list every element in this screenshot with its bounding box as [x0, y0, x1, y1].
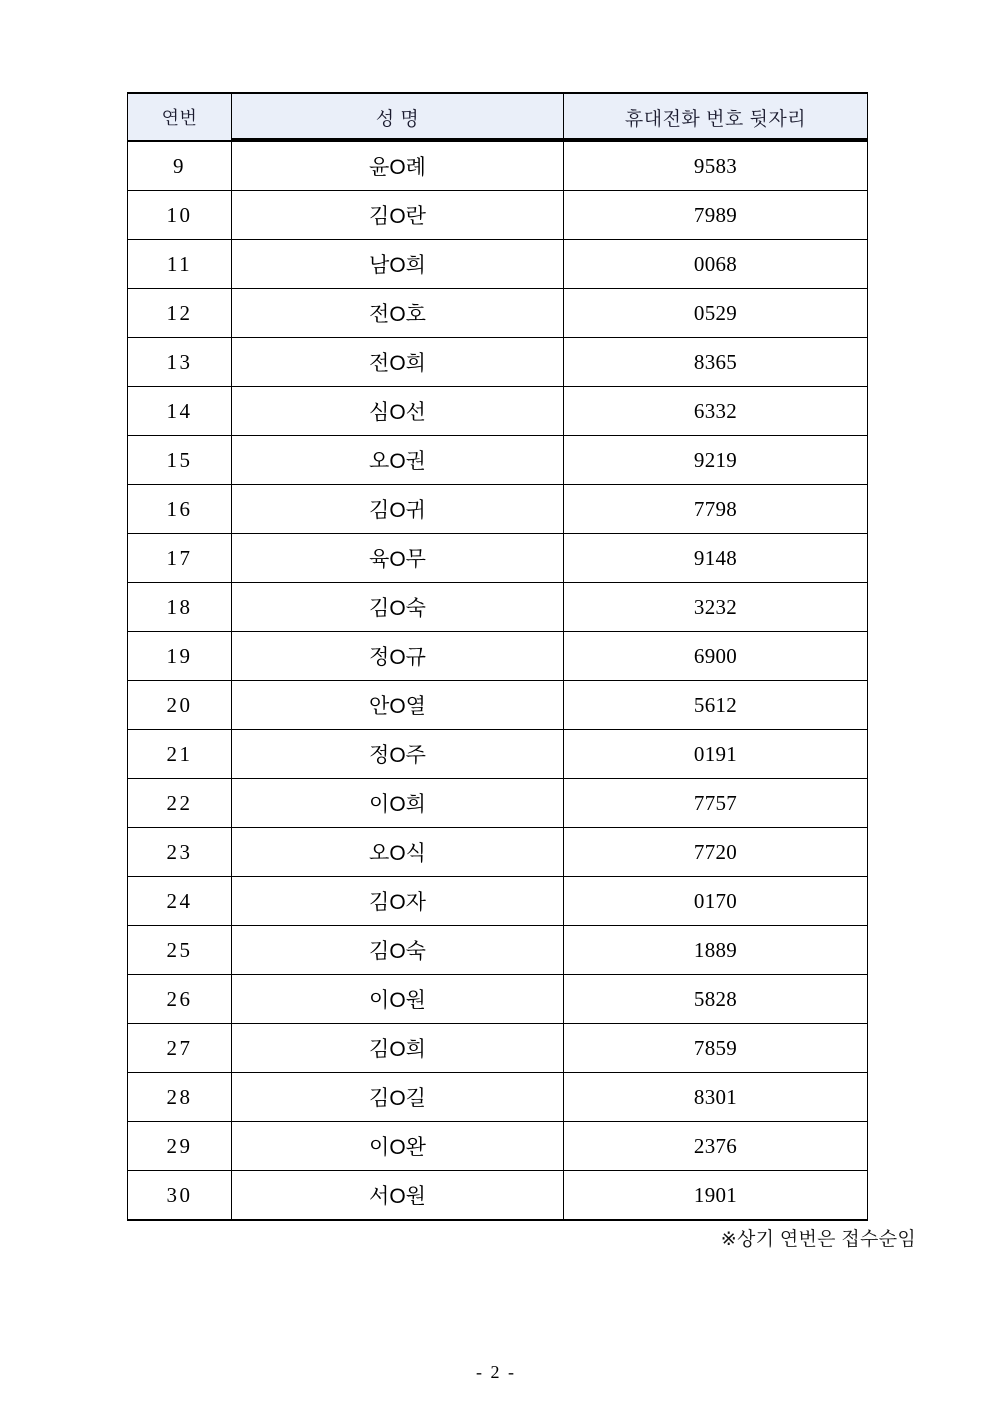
cell-phone-last4: 7757 [564, 779, 868, 828]
cell-name: 전O희 [232, 338, 564, 387]
cell-phone-last4: 9219 [564, 436, 868, 485]
cell-name: 정O주 [232, 730, 564, 779]
cell-sequence: 22 [128, 779, 232, 828]
table-header-row [128, 93, 868, 141]
table-row [128, 583, 868, 632]
table-row [128, 534, 868, 583]
cell-sequence: 23 [128, 828, 232, 877]
cell-sequence: 9 [128, 141, 232, 191]
cell-phone-last4: 0529 [564, 289, 868, 338]
cell-phone-last4: 2376 [564, 1122, 868, 1171]
cell-name: 김O귀 [232, 485, 564, 534]
cell-sequence: 26 [128, 975, 232, 1024]
cell-sequence: 27 [128, 1024, 232, 1073]
table-row [128, 632, 868, 681]
cell-name: 육O무 [232, 534, 564, 583]
column-header-name: 성 명 [232, 93, 564, 141]
table-row [128, 779, 868, 828]
cell-name: 정O규 [232, 632, 564, 681]
table-row [128, 289, 868, 338]
cell-name: 김O길 [232, 1073, 564, 1122]
cell-phone-last4: 7859 [564, 1024, 868, 1073]
cell-name: 전O호 [232, 289, 564, 338]
table-row [128, 338, 868, 387]
table-row [128, 1024, 868, 1073]
table-row [128, 141, 868, 191]
cell-phone-last4: 7798 [564, 485, 868, 534]
cell-name: 이O원 [232, 975, 564, 1024]
cell-name: 심O선 [232, 387, 564, 436]
cell-phone-last4: 7720 [564, 828, 868, 877]
cell-name: 이O희 [232, 779, 564, 828]
cell-sequence: 14 [128, 387, 232, 436]
column-header-phone: 휴대전화 번호 뒷자리 [564, 93, 868, 141]
table-body [128, 141, 868, 1220]
cell-name: 김O숙 [232, 583, 564, 632]
cell-phone-last4: 8301 [564, 1073, 868, 1122]
cell-name: 김O자 [232, 877, 564, 926]
cell-phone-last4: 5612 [564, 681, 868, 730]
cell-sequence: 17 [128, 534, 232, 583]
table-row [128, 191, 868, 240]
cell-sequence: 13 [128, 338, 232, 387]
cell-phone-last4: 0068 [564, 240, 868, 289]
table-row [128, 681, 868, 730]
cell-name: 김O숙 [232, 926, 564, 975]
roster-table-container [127, 92, 867, 1221]
cell-name: 안O열 [232, 681, 564, 730]
cell-sequence: 16 [128, 485, 232, 534]
cell-sequence: 15 [128, 436, 232, 485]
cell-name: 남O희 [232, 240, 564, 289]
cell-sequence: 29 [128, 1122, 232, 1171]
cell-phone-last4: 3232 [564, 583, 868, 632]
table-row [128, 1073, 868, 1122]
cell-name: 오O권 [232, 436, 564, 485]
page-number: - 2 - [476, 1362, 516, 1382]
cell-name: 서O원 [232, 1171, 564, 1221]
table-row [128, 240, 868, 289]
cell-phone-last4: 6900 [564, 632, 868, 681]
table-row [128, 1122, 868, 1171]
cell-phone-last4: 7989 [564, 191, 868, 240]
cell-phone-last4: 1901 [564, 1171, 868, 1221]
table-row [128, 828, 868, 877]
cell-phone-last4: 9583 [564, 141, 868, 191]
cell-sequence: 24 [128, 877, 232, 926]
cell-phone-last4: 1889 [564, 926, 868, 975]
cell-sequence: 18 [128, 583, 232, 632]
column-header-sequence: 연번 [128, 93, 232, 141]
table-row [128, 436, 868, 485]
cell-name: 이O완 [232, 1122, 564, 1171]
table-row [128, 387, 868, 436]
roster-table [127, 92, 868, 1221]
table-row [128, 485, 868, 534]
cell-sequence: 11 [128, 240, 232, 289]
cell-phone-last4: 9148 [564, 534, 868, 583]
cell-name: 김O란 [232, 191, 564, 240]
cell-sequence: 12 [128, 289, 232, 338]
cell-sequence: 20 [128, 681, 232, 730]
table-row [128, 1171, 868, 1221]
cell-sequence: 19 [128, 632, 232, 681]
cell-name: 오O식 [232, 828, 564, 877]
table-row [128, 877, 868, 926]
table-header [128, 93, 868, 141]
cell-phone-last4: 0170 [564, 877, 868, 926]
table-row [128, 975, 868, 1024]
cell-phone-last4: 6332 [564, 387, 868, 436]
cell-name: 김O희 [232, 1024, 564, 1073]
cell-name: 윤O례 [232, 141, 564, 191]
cell-sequence: 25 [128, 926, 232, 975]
cell-sequence: 10 [128, 191, 232, 240]
cell-sequence: 21 [128, 730, 232, 779]
footnote-text: ※상기 연번은 접수순임 [720, 1229, 916, 1250]
table-row [128, 926, 868, 975]
cell-phone-last4: 5828 [564, 975, 868, 1024]
cell-sequence: 30 [128, 1171, 232, 1221]
cell-phone-last4: 0191 [564, 730, 868, 779]
cell-phone-last4: 8365 [564, 338, 868, 387]
cell-sequence: 28 [128, 1073, 232, 1122]
table-row [128, 730, 868, 779]
